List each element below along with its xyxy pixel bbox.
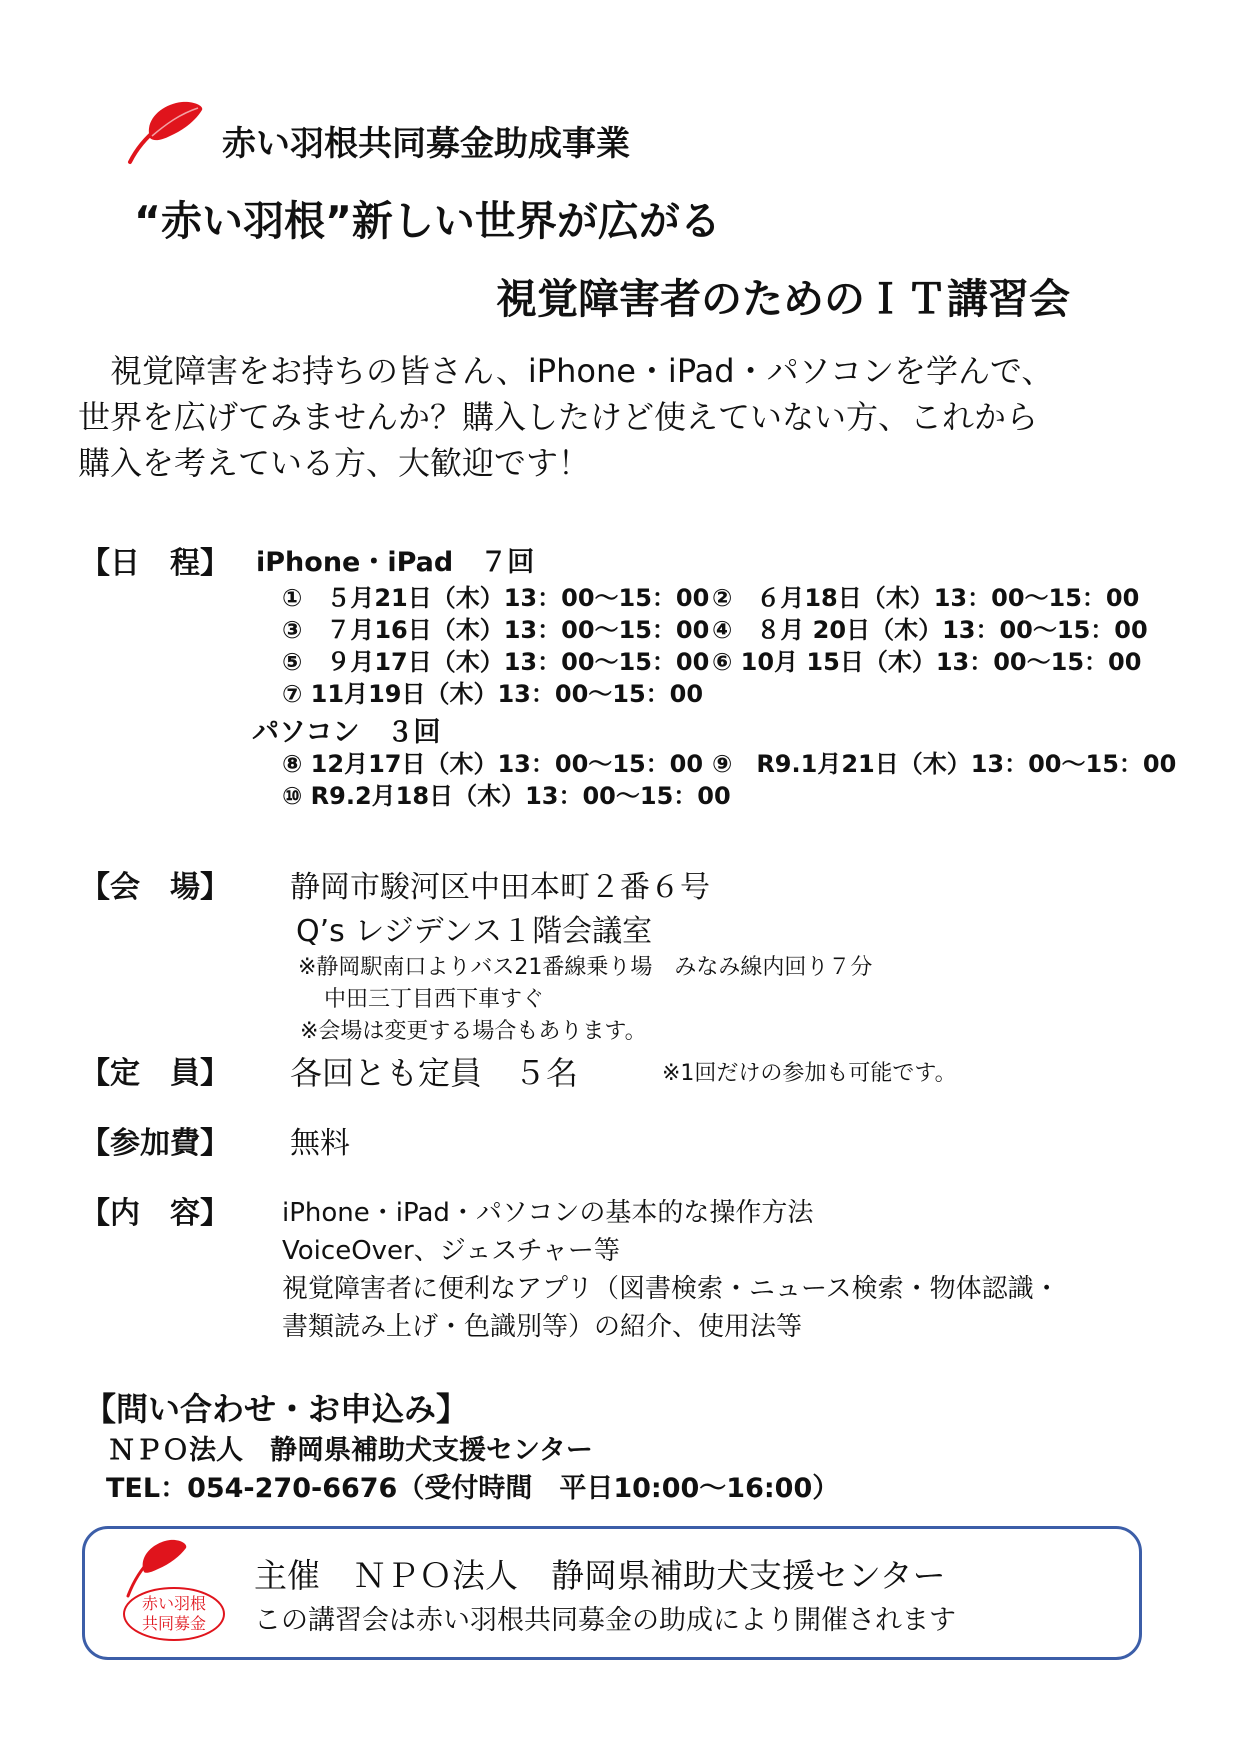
venue-label: 【会 場】: [80, 870, 230, 905]
fee-label: 【参加費】: [80, 1126, 230, 1161]
intro-line: 世界を広げてみませんか？購入したけど使えていない方、これから: [78, 398, 1039, 436]
content-line: 視覚障害者に便利なアプリ（図書検索・ニュース検索・物体認識・: [282, 1274, 1060, 1304]
schedule-session: ⑧ 12月17日（木）13：00～15：00: [282, 750, 704, 778]
venue-note: 中田三丁目西下車すぐ: [324, 987, 545, 1012]
fee-value: 無料: [290, 1126, 350, 1161]
capacity-value: 各回とも定員 ５名: [290, 1054, 579, 1092]
capacity-note: ※1回だけの参加も可能です。: [662, 1061, 957, 1086]
content-line: iPhone・iPad・パソコンの基本的な操作方法: [282, 1198, 814, 1228]
intro-paragraph: [78, 348, 1168, 486]
content-line: 書類読み上げ・色識別等）の紹介、使用法等: [282, 1312, 803, 1342]
intro-line: 購入を考えている方、大歓迎です！: [78, 444, 591, 482]
venue-note: ※会場は変更する場合もあります。: [300, 1019, 647, 1044]
content-line: VoiceOver、ジェスチャー等: [282, 1236, 620, 1266]
inquiry-organization: ＮＰＯ法人 静岡県補助犬支援センター: [108, 1435, 593, 1466]
schedule-iphone-heading: iPhone・iPad ７回: [256, 547, 535, 578]
schedule-session: ⑩ R9.2月18日（木）13：00～15：00: [282, 782, 731, 810]
schedule-session: ⑤ ９月17日（木）13：00～15：00: [282, 648, 710, 676]
inquiry-phone: TEL：054-270-6676（受付時間 平日10:00～16:00）: [106, 1473, 840, 1504]
venue-note: ※静岡駅南口よりバス21番線乗り場 みなみ線内回り７分: [298, 955, 873, 980]
content-label: 【内 容】: [80, 1196, 230, 1231]
schedule-session: ② ６月18日（木）13：00～15：00: [712, 584, 1140, 612]
schedule-session: ⑦ 11月19日（木）13：00～15：00: [282, 680, 704, 708]
schedule-session: ① ５月21日（木）13：00～15：00: [282, 584, 710, 612]
schedule-session: ④ ８月 20日（木）13：00～15：00: [712, 616, 1148, 644]
red-feather-seal-icon: [108, 1536, 232, 1646]
logo-text-line1: 赤い羽根: [141, 1594, 207, 1613]
inquiry-heading: 【問い合わせ・お申込み】: [84, 1390, 469, 1428]
program-line: 赤い羽根共同募金助成事業: [222, 124, 630, 164]
schedule-session: ⑨ R9.1月21日（木）13：00～15：00: [712, 750, 1177, 778]
capacity-label: 【定 員】: [80, 1056, 230, 1091]
venue-room: Q’s レジデンス１階会議室: [296, 914, 653, 949]
schedule-session: ③ ７月16日（木）13：00～15：00: [282, 616, 710, 644]
organizer-main: 主催 ＮＰＯ法人 静岡県補助犬支援センター: [254, 1556, 946, 1595]
schedule-session: ⑥ 10月 15日（木）13：00～15：00: [712, 648, 1142, 676]
red-feather-icon: [122, 96, 206, 166]
page-title-line1: “赤い羽根”新しい世界が広がる: [134, 197, 721, 245]
logo-text-line2: 共同募金: [141, 1614, 207, 1633]
organizer-sub: この講習会は赤い羽根共同募金の助成により開催されます: [254, 1605, 956, 1636]
page-title-line2: 視覚障害者のためのＩＴ講習会: [496, 275, 1070, 323]
intro-line: 視覚障害をお持ちの皆さん、iPhone・iPad・パソコンを学んで、: [78, 352, 1054, 390]
schedule-pc-heading: パソコン ３回: [252, 717, 441, 748]
schedule-label: 【日 程】: [80, 546, 230, 581]
venue-address: 静岡市駿河区中田本町２番６号: [290, 870, 710, 905]
